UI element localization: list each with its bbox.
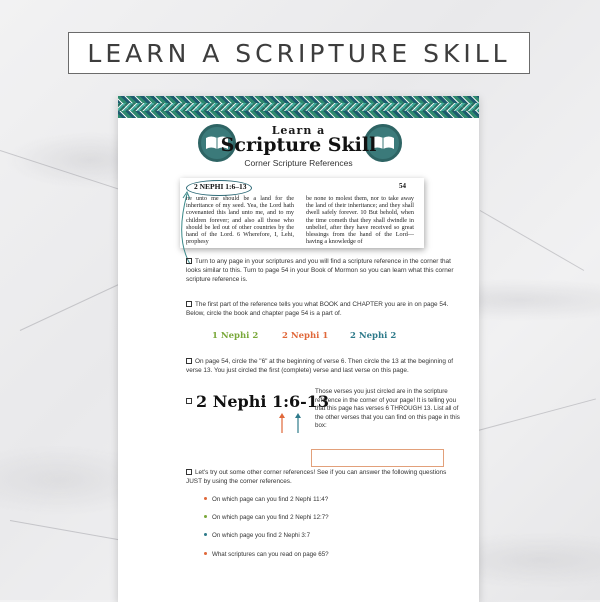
page-number: 54 bbox=[399, 182, 406, 190]
checkbox[interactable] bbox=[186, 469, 192, 475]
marble-vein bbox=[10, 520, 119, 540]
choice-2-nephi-2[interactable]: 2 Nephi 2 bbox=[350, 331, 397, 341]
scripture-column-left: he unto me should be a land for the inheritance of my seed. Yea, the Lord hath covenanted this land unto me, and to my children forever; and also all those who should be led out of other countries by the hand of the Lord. 6 Wherefore, I, Lehi, prophesy bbox=[186, 195, 294, 246]
page-banner: LEARN A SCRIPTURE SKILL bbox=[68, 32, 530, 74]
scripture-excerpt bbox=[180, 178, 424, 248]
question-item: On which page you find 2 Nephi 3:7 bbox=[204, 532, 310, 539]
verse-answer-box[interactable] bbox=[311, 449, 444, 467]
question-item: On which page can you find 2 Nephi 11:4? bbox=[204, 496, 328, 503]
choice-2-nephi-1[interactable]: 2 Nephi 1 bbox=[282, 331, 329, 341]
checkbox[interactable] bbox=[186, 358, 192, 364]
step-two: The first part of the reference tells you what BOOK and CHAPTER you are in on page 54. Below, circle the book and chapter page 54 is a part of. bbox=[186, 301, 449, 317]
checkbox[interactable] bbox=[186, 258, 192, 264]
verse-explanation: Those verses you just circled are in the scripture reference in the corner of your page! It is telling you that this page has verses 6 THROUGH 13. List all of the other verses that you can find on this page in this box: bbox=[315, 388, 460, 430]
corner-reference: 2 NEPHI 1:6–13 bbox=[194, 182, 247, 191]
question-item: What scriptures can you read on page 65? bbox=[204, 551, 329, 558]
step-five: Let's try out some other corner references! See if you can answer the following questions JUST by using the corner references. bbox=[186, 469, 447, 485]
step-three: On page 54, circle the "6" at the beginning of verse 6. Then circle the 13 at the beginning of verse 13. You just circled the first (complete) verse and last verse on this page. bbox=[186, 358, 454, 374]
choice-1-nephi-2[interactable]: 1 Nephi 2 bbox=[212, 331, 259, 341]
big-reference: 2 Nephi 1:6-13 bbox=[196, 392, 330, 411]
arrow-up-icon bbox=[294, 412, 302, 434]
page-title: Scripture Skill bbox=[220, 134, 377, 156]
checkbox[interactable] bbox=[186, 301, 192, 307]
bullet-icon bbox=[204, 497, 207, 500]
bullet-icon bbox=[204, 515, 207, 518]
bullet-icon bbox=[204, 552, 207, 555]
marble-vein bbox=[478, 398, 596, 431]
arrow-up-icon bbox=[278, 412, 286, 434]
question-item: On which page can you find 2 Nephi 12:7? bbox=[204, 514, 329, 521]
pointer-arrow bbox=[173, 188, 193, 268]
decorative-border bbox=[118, 96, 479, 118]
bullet-icon bbox=[204, 533, 207, 536]
marble-vein bbox=[20, 284, 120, 331]
page-subtitle: Corner Scripture References bbox=[244, 158, 353, 168]
title-prefix: Learn a bbox=[271, 124, 326, 137]
marble-vein bbox=[480, 210, 584, 271]
checkbox[interactable] bbox=[186, 398, 192, 404]
step-one: Turn to any page in your scriptures and you will find a scripture reference in the corner that looks similar to this. Turn to page 54 in your Book of Mormon so you can learn what this corner scripture reference is. bbox=[186, 258, 454, 283]
worksheet-page bbox=[118, 96, 479, 602]
marble-vein bbox=[0, 150, 133, 194]
scripture-column-right: be none to molest them, nor to take away the land of their inheritance; and they shall dwell safely forever. 10 But behold, when the time cometh that they shall dwindle in unbelief, after they have received so great blessings from the hand of the Lord—having a knowledge of bbox=[306, 195, 414, 246]
